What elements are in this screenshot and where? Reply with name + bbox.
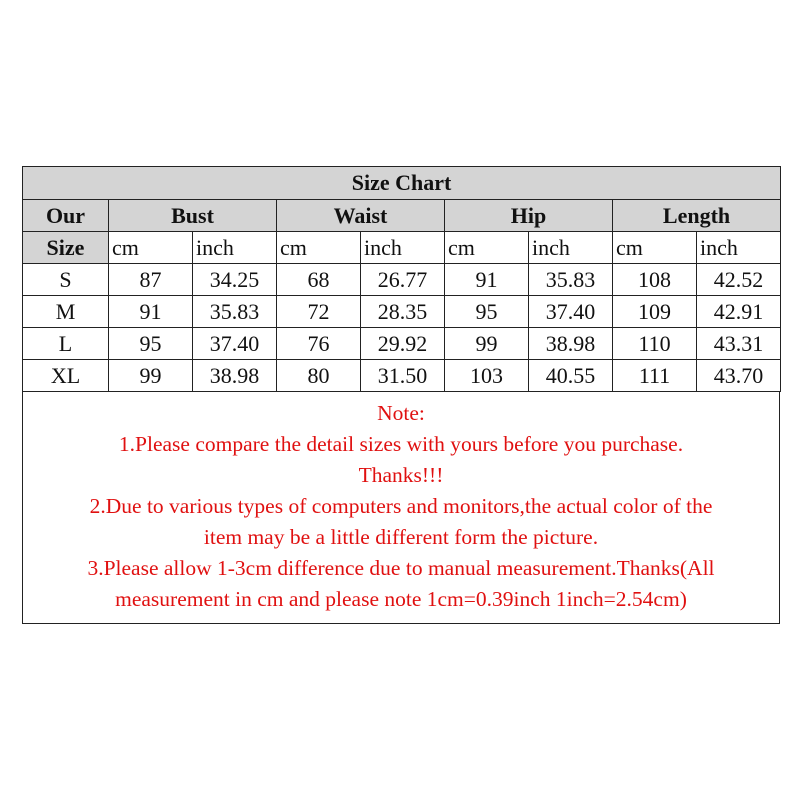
length-inch-cell: 43.31 [697,328,781,360]
our-size-label-bottom: Size [23,232,109,264]
hip-inch-cell: 37.40 [529,296,613,328]
size-chart-table [22,166,781,392]
group-header-waist: Waist [277,200,445,232]
hip-inch-cell: 35.83 [529,264,613,296]
unit-inch: inch [529,232,613,264]
table-row [23,328,781,360]
bust-inch-cell: 35.83 [193,296,277,328]
notes-panel [22,392,780,624]
bust-cm-cell: 99 [109,360,193,392]
size-cell: S [23,264,109,296]
note-line: 3.Please allow 1-3cm difference due to manual measurement.Thanks(All [87,556,715,580]
note-line: Thanks!!! [358,463,444,487]
length-cm-cell: 108 [613,264,697,296]
length-inch-cell: 43.70 [697,360,781,392]
waist-inch-cell: 26.77 [361,264,445,296]
table-row [23,264,781,296]
our-size-label-top: Our [23,200,109,232]
bust-inch-cell: 34.25 [193,264,277,296]
bust-cm-cell: 87 [109,264,193,296]
unit-cm: cm [277,232,361,264]
hip-inch-cell: 40.55 [529,360,613,392]
length-inch-cell: 42.52 [697,264,781,296]
unit-inch: inch [697,232,781,264]
hip-cm-cell: 99 [445,328,529,360]
note-line: item may be a little different form the picture. [203,525,599,549]
hip-cm-cell: 103 [445,360,529,392]
size-chart [22,166,780,624]
unit-cm: cm [109,232,193,264]
waist-cm-cell: 76 [277,328,361,360]
unit-inch: inch [361,232,445,264]
unit-cm: cm [613,232,697,264]
bust-cm-cell: 95 [109,328,193,360]
size-cell: XL [23,360,109,392]
bust-inch-cell: 37.40 [193,328,277,360]
waist-cm-cell: 80 [277,360,361,392]
waist-inch-cell: 28.35 [361,296,445,328]
chart-title: Size Chart [23,167,781,200]
note-heading: Note: [377,401,425,425]
waist-cm-cell: 72 [277,296,361,328]
note-line: measurement in cm and please note 1cm=0.39inch 1inch=2.54cm) [115,587,687,611]
hip-cm-cell: 91 [445,264,529,296]
waist-inch-cell: 31.50 [361,360,445,392]
header-row-groups [23,200,781,232]
hip-cm-cell: 95 [445,296,529,328]
group-header-length: Length [613,200,781,232]
unit-inch: inch [193,232,277,264]
length-cm-cell: 110 [613,328,697,360]
bust-inch-cell: 38.98 [193,360,277,392]
waist-cm-cell: 68 [277,264,361,296]
table-row [23,360,781,392]
group-header-bust: Bust [109,200,277,232]
header-row-units [23,232,781,264]
size-cell: M [23,296,109,328]
size-cell: L [23,328,109,360]
table-row [23,296,781,328]
length-inch-cell: 42.91 [697,296,781,328]
title-row [23,167,781,200]
note-line: 2.Due to various types of computers and monitors,the actual color of the [89,494,713,518]
unit-cm: cm [445,232,529,264]
note-line: 1.Please compare the detail sizes with yours before you purchase. [118,432,684,456]
length-cm-cell: 111 [613,360,697,392]
group-header-hip: Hip [445,200,613,232]
length-cm-cell: 109 [613,296,697,328]
hip-inch-cell: 38.98 [529,328,613,360]
bust-cm-cell: 91 [109,296,193,328]
waist-inch-cell: 29.92 [361,328,445,360]
